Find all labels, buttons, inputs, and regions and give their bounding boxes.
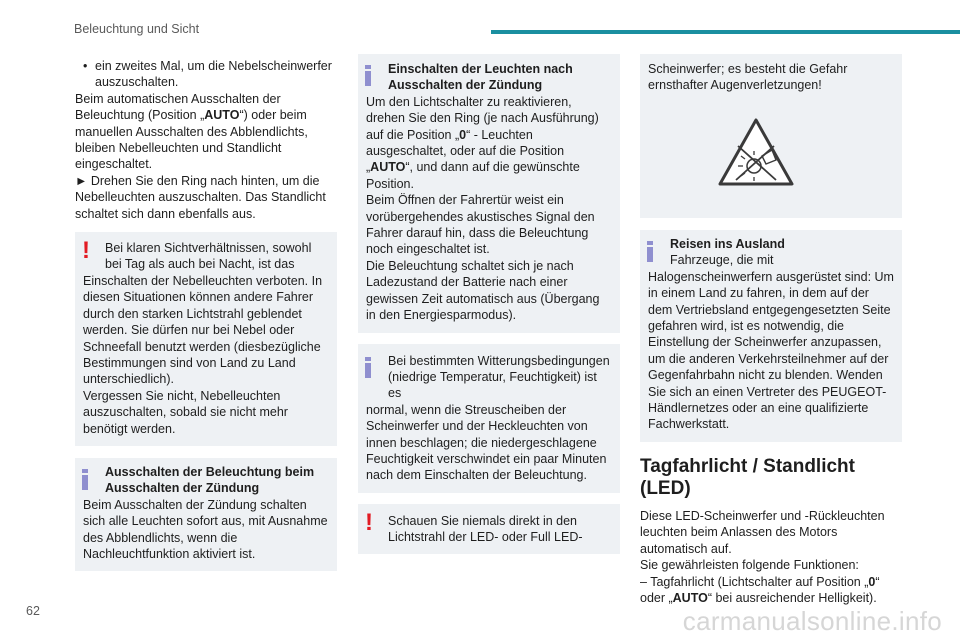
info-icon: [365, 65, 372, 86]
info-box-title: Einschalten der Leuchten nach Ausschalten der Zündung: [388, 62, 573, 93]
info-body: normal, wenn die Streuscheiben der Scheinwerfer und der Heckleuchten von innen beschlagen; die niedergeschlagene Feuchtigkeit verschwindet ein paar Minuten nach dem Einschalten der Beleuchtung.: [366, 402, 607, 483]
info-icon: [365, 357, 372, 378]
info-box-abroad: [640, 230, 902, 442]
text-run: – Tagfahrlicht (Lichtschalter auf Position „: [640, 574, 869, 589]
paragraph-led-intro: Diese LED-Scheinwerfer und -Rückleuchten leuchten beim Anlassen des Motors automatisch auf.: [640, 508, 885, 556]
info-box-paragraph-3: Die Beleuchtung schaltet sich je nach Ladezustand der Batterie nach einer gewissen Zeit automatisch aus (Übergang in den Energiesparmodus).: [366, 258, 600, 323]
info-box-body: Beim Ausschalten der Zündung schalten sich alle Leuchten sofort aus, mit Ausnahme des Abblendlichts, wenn die Nachleuchtfunktion aktiviert ist.: [83, 497, 328, 561]
info-first-lines: Bei bestimmten Witterungsbedingungen (niedrige Temperatur, Feuchtigkeit) ist es: [388, 353, 610, 401]
bullet-item: [75, 58, 337, 91]
info-first-line: Fahrzeuge, die mit: [670, 253, 774, 268]
column-1: [75, 58, 337, 571]
info-box-title: Ausschalten der Beleuchtung beim Ausschalten der Zündung: [105, 464, 315, 496]
warning-body: Einschalten der Nebelleuchten verboten. In diesen Situationen können andere Fahrer durch den starken Lichtstrahl geblendet werden. Sie dürfen nur bei Nebel oder Schneefall benutzt werden (diesbezügliche Bestimmungen sind von Land zu Land unterschiedlich).: [83, 273, 323, 387]
text-run: Um den Lichtschalter zu reaktivieren, drehen Sie den Ring (je nach Ausführung) auf die Position „: [366, 94, 599, 142]
info-box-title: Reisen ins Ausland: [670, 237, 785, 251]
info-icon: [647, 241, 654, 262]
text-run-bold: AUTO: [672, 590, 708, 605]
header-section-title: Beleuchtung und Sicht: [74, 22, 200, 36]
bullet-dot: •: [83, 59, 88, 73]
column-2: [358, 54, 620, 554]
info-body: Halogenscheinwerfern ausgerüstet sind: Um in einem Land zu fahren, in dem auf der dem Vertriebsland entgegengesetzten Seite gefahren wird, ist es notwendig, die Einstellung der Scheinwerfer anzupassen, um die anderen Verkehrsteilnehmer auf der Gegenfahrbahn nicht zu blenden. Wenden Sie sich an einen Vertreter des PEUGEOT-Händlernetzes oder an eine qualifizierte Fachwerkstatt.: [648, 269, 894, 432]
text-run-bold: AUTO: [370, 160, 406, 175]
section-heading: Tagfahrlicht / Standlicht (LED): [640, 455, 855, 499]
info-box-condensation: [358, 344, 620, 493]
warning-continued-text: Scheinwerfer; es besteht die Gefahr ernsthafter Augenverletzungen!: [648, 62, 848, 93]
page-number: 62: [26, 604, 40, 618]
warning-text: Schauen Sie niemals direkt in den Lichtstrahl der LED- oder Full LED-: [388, 513, 583, 545]
info-box-paragraph-2: Beim Öffnen der Fahrertür weist ein vorübergehendes akustisches Signal den Fahrer darauf hin, dass die Beleuchtung noch eingeschaltet ist.: [366, 193, 595, 257]
info-box-lights-after-ignition: [358, 54, 620, 333]
text-run: “, und dann auf die gewünschte Position.: [366, 160, 580, 191]
text-run: “ oder „: [640, 574, 880, 605]
exclamation-icon: !: [82, 237, 90, 265]
warning-last: Vergessen Sie nicht, Nebelleuchten auszuschalten, sobald sie nicht mehr benötigt werden.: [83, 388, 288, 436]
no-look-into-light-warning-icon: [716, 116, 796, 188]
text-run-bold: 0: [459, 127, 467, 142]
text-run: “) oder beim manuellen Ausschalten des Abblendlichts, bleiben Nebelleuchten und Standlicht eingeschaltet.: [75, 108, 308, 172]
paragraph-daytime-light: [640, 574, 902, 607]
warning-first-lines: Bei klaren Sichtverhältnissen, sowohl bei Tag als auch bei Nacht, ist das: [105, 241, 312, 272]
text-run: Beim automatischen Ausschalten der Beleuchtung (Position „: [75, 91, 281, 123]
paragraph-turn-ring: ► Drehen Sie den Ring nach hinten, um die Nebelleuchten auszuschalten. Das Standlicht schaltet sich dann ebenfalls aus.: [75, 173, 326, 221]
header-accent-bar: [491, 30, 960, 34]
text-run-bold: AUTO: [204, 108, 240, 123]
warning-box-fog-lights: [75, 232, 337, 446]
warning-box-continued: [640, 54, 902, 218]
bullet-text: ein zweites Mal, um die Nebelscheinwerfer auszuschalten.: [95, 59, 332, 90]
warning-box-led-beam: [358, 504, 620, 554]
info-box-ignition-off: [75, 458, 337, 571]
column-3: [640, 54, 902, 606]
text-run-bold: 0: [868, 574, 876, 589]
paragraph-auto-off: [75, 91, 337, 173]
watermark: carmanualsonline.info: [682, 606, 942, 636]
info-icon: [82, 469, 89, 490]
text-run: “ bei ausreichender Helligkeit).: [707, 590, 877, 605]
text-run: “ - Leuchten ausgeschaltet, oder auf die Position „: [366, 127, 565, 175]
exclamation-icon: !: [365, 508, 373, 536]
info-box-paragraph-1: [366, 94, 612, 192]
paragraph-functions: Sie gewährleisten folgende Funktionen:: [640, 558, 859, 573]
